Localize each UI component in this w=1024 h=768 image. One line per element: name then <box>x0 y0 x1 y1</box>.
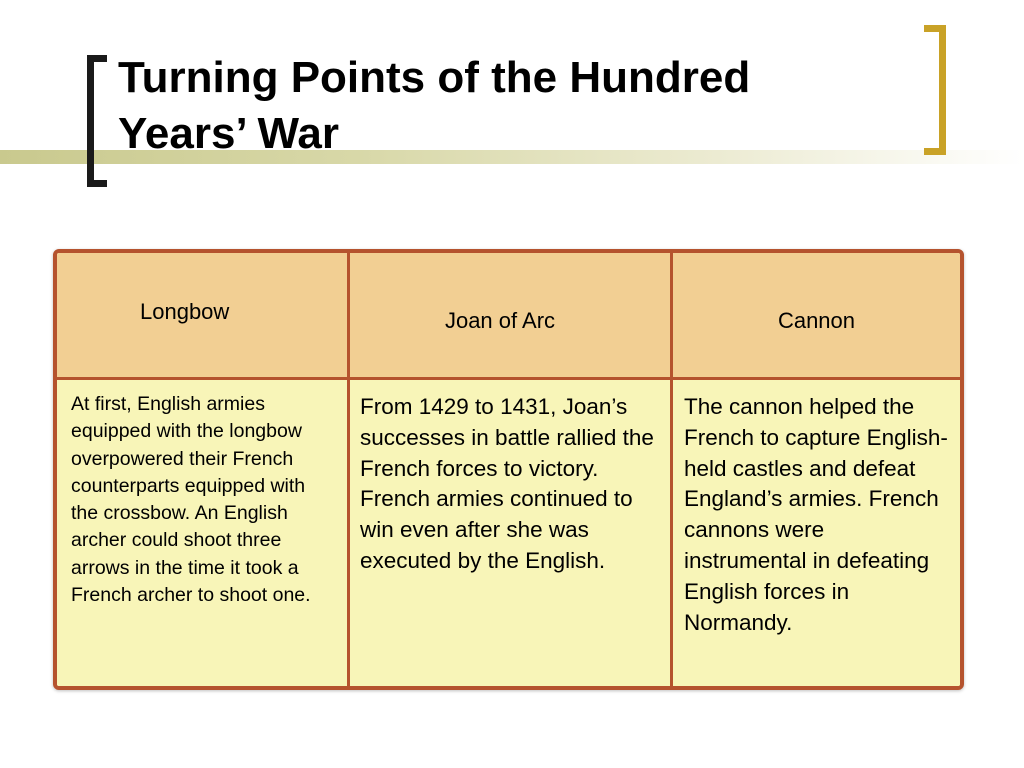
body-cell-cannon: The cannon helped the French to capture English-held castles and defeat England’s armies. French cannons were instrumental in defeating English forces in Normandy. <box>673 380 960 686</box>
header-cell-longbow: Longbow <box>57 253 350 380</box>
left-bracket-decoration <box>87 55 107 187</box>
slide-title: Turning Points of the Hundred Years’ War <box>118 53 751 158</box>
header-cell-joan-of-arc: Joan of Arc <box>350 253 673 380</box>
header-cell-cannon: Cannon <box>673 253 960 380</box>
turning-points-table <box>53 249 964 690</box>
body-cell-longbow: At first, English armies equipped with the longbow overpowered their French counterparts equipped with the crossbow. An English archer could shoot three arrows in the time it took a French archer to shoot one. <box>57 380 350 686</box>
body-cell-joan-of-arc: From 1429 to 1431, Joan’s successes in battle rallied the French forces to victory. French armies continued to win even after she was executed by the English. <box>350 380 673 686</box>
right-bracket-decoration <box>924 25 946 155</box>
